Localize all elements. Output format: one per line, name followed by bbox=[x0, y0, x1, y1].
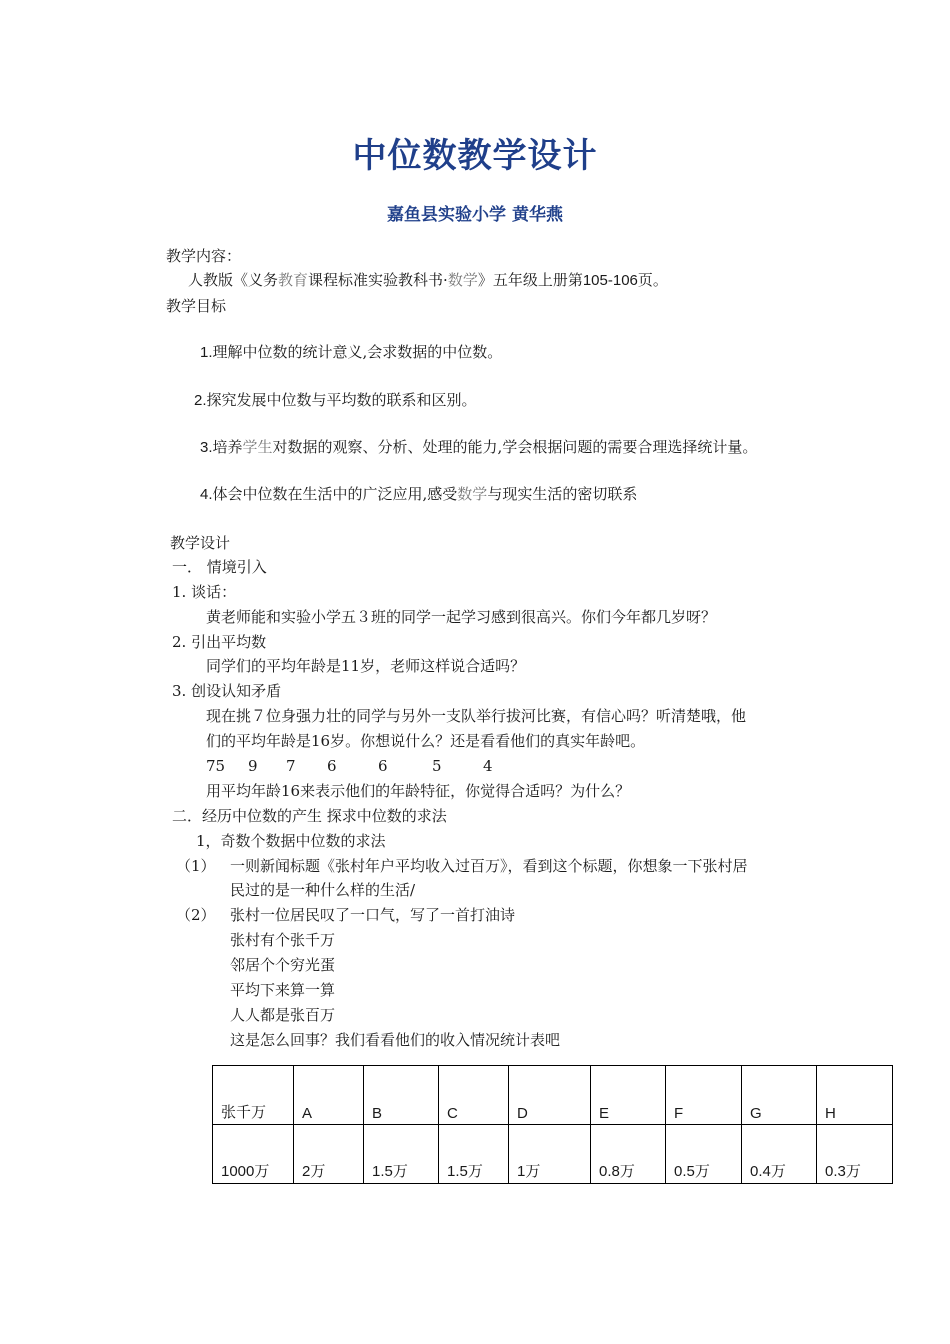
table-header-cell bbox=[742, 1066, 817, 1125]
income-value: 0.3 bbox=[825, 1163, 846, 1180]
table-cell bbox=[213, 1125, 294, 1184]
table-header-cell bbox=[213, 1066, 294, 1125]
item-3-text-line-3: 用平均年龄16来表示他们的年龄特征，你觉得合适吗？为什么？ bbox=[206, 782, 631, 800]
section-2-heading: 二．经历中位数的产生 探求中位数的求法 bbox=[172, 807, 447, 825]
goal-text: 对数据的观察、分析、处理的能力,学会根据问题的需要合理选择统计量。 bbox=[272, 438, 758, 456]
income-unit: 万 bbox=[619, 1162, 635, 1180]
goal-text: 培养 bbox=[212, 438, 243, 456]
point-1-text-line-2: 民过的是一种什么样的生活/ bbox=[230, 881, 416, 899]
header-label: H bbox=[825, 1105, 836, 1122]
table-cell bbox=[439, 1125, 509, 1184]
item-3-text-line-2: 们的平均年龄是16岁。你想说什么？还是看看他们的真实年龄吧。 bbox=[206, 732, 646, 750]
goals-heading: 教学目标 bbox=[166, 297, 227, 315]
header-label: C bbox=[447, 1105, 458, 1122]
table-header-cell bbox=[364, 1066, 439, 1125]
point-2-ending: 这是怎么回事？我们看看他们的收入情况统计表吧 bbox=[230, 1031, 561, 1049]
item-1-text: 黄老师能和实验小学五３班的同学一起学习感到很高兴。你们今年都几岁呀？ bbox=[206, 608, 717, 626]
table-header-row bbox=[213, 1066, 893, 1125]
table-cell bbox=[294, 1125, 364, 1184]
item-1-heading: 1. 谈话： bbox=[172, 583, 237, 601]
point-2-number: （2） bbox=[176, 906, 216, 924]
table-header-cell bbox=[666, 1066, 742, 1125]
income-unit: 万 bbox=[392, 1162, 408, 1180]
table-header-cell bbox=[294, 1066, 364, 1125]
content-heading: 教学内容： bbox=[166, 247, 242, 265]
goal-number: 2. bbox=[194, 392, 207, 409]
age-value: 4 bbox=[483, 757, 493, 775]
income-value: 0.8 bbox=[599, 1163, 620, 1180]
age-value: 9 bbox=[248, 757, 258, 775]
goal-item-1 bbox=[200, 342, 502, 363]
page-title: 中位数教学设计 bbox=[352, 136, 598, 176]
content-text-part: 课程标准实验教科书· bbox=[308, 271, 448, 289]
item-3-text-line-1: 现在挑７位身强力壮的同学与另外一支队举行拔河比赛，有信心吗？听清楚哦，他 bbox=[206, 707, 747, 725]
table-cell bbox=[364, 1125, 439, 1184]
table-row bbox=[213, 1125, 893, 1184]
header-label: 张千万 bbox=[221, 1103, 267, 1121]
item-2-text: 同学们的平均年龄是11岁，老师这样说合适吗？ bbox=[206, 657, 526, 675]
table-header-cell bbox=[439, 1066, 509, 1125]
header-label: F bbox=[674, 1105, 684, 1122]
goal-item-3 bbox=[200, 437, 757, 458]
goal-number: 4. bbox=[200, 486, 213, 503]
goal-item-4 bbox=[200, 484, 637, 505]
income-value: 2 bbox=[302, 1163, 311, 1180]
goal-number: 3. bbox=[200, 439, 213, 456]
content-text-part: 页。 bbox=[637, 271, 668, 289]
income-value: 1 bbox=[517, 1163, 526, 1180]
content-text-part: 》五年级上册第 bbox=[477, 271, 583, 289]
income-unit: 万 bbox=[254, 1162, 270, 1180]
income-unit: 万 bbox=[845, 1162, 861, 1180]
point-1-text-line-1: 一则新闻标题《张村年户平均收入过百万》，看到这个标题，你想象一下张村居 bbox=[230, 857, 748, 875]
goal-text: 探究发展中位数与平均数的联系和区别。 bbox=[206, 391, 477, 409]
table-header-cell bbox=[509, 1066, 591, 1125]
age-value: 7 bbox=[286, 757, 296, 775]
age-value: 6 bbox=[327, 757, 337, 775]
table-header-cell bbox=[591, 1066, 666, 1125]
goal-link-math: 数学 bbox=[457, 485, 488, 503]
income-unit: 万 bbox=[310, 1162, 326, 1180]
header-label: A bbox=[302, 1105, 313, 1122]
age-value: 6 bbox=[378, 757, 388, 775]
goal-item-2 bbox=[194, 390, 477, 411]
item-3-heading: 3. 创设认知矛盾 bbox=[172, 682, 282, 700]
section-1-heading: 一． 情境引入 bbox=[172, 558, 267, 576]
header-label: B bbox=[372, 1105, 383, 1122]
income-unit: 万 bbox=[770, 1162, 786, 1180]
content-link-math: 数学 bbox=[447, 271, 478, 289]
goal-number: 1. bbox=[200, 344, 213, 361]
table-cell bbox=[666, 1125, 742, 1184]
table-cell bbox=[817, 1125, 893, 1184]
table-cell bbox=[509, 1125, 591, 1184]
poem-line: 人人都是张百万 bbox=[230, 1006, 336, 1024]
author-line: 嘉鱼县实验小学 黄华燕 bbox=[387, 205, 563, 225]
point-1-number: （1） bbox=[176, 857, 216, 875]
age-value: 75 bbox=[206, 757, 226, 775]
poem-line: 平均下来算一算 bbox=[230, 981, 336, 999]
subsection-1-heading: 1，奇数个数据中位数的求法 bbox=[196, 832, 386, 850]
header-label: G bbox=[750, 1105, 762, 1122]
goal-text: 理解中位数的统计意义,会求数据的中位数。 bbox=[212, 343, 503, 361]
income-value: 0.5 bbox=[674, 1163, 695, 1180]
goal-text: 体会中位数在生活中的广泛应用,感受 bbox=[212, 485, 458, 503]
income-table bbox=[212, 1065, 893, 1184]
content-text bbox=[188, 270, 668, 291]
income-unit: 万 bbox=[467, 1162, 483, 1180]
income-value: 1.5 bbox=[372, 1163, 393, 1180]
header-label: D bbox=[517, 1105, 528, 1122]
income-value: 1000 bbox=[221, 1163, 255, 1180]
item-2-heading: 2. 引出平均数 bbox=[172, 633, 267, 651]
content-page-range: 105-106 bbox=[582, 272, 638, 289]
point-2-text: 张村一位居民叹了一口气，写了一首打油诗 bbox=[230, 906, 516, 924]
income-value: 1.5 bbox=[447, 1163, 468, 1180]
income-unit: 万 bbox=[694, 1162, 710, 1180]
header-label: E bbox=[599, 1105, 610, 1122]
income-unit: 万 bbox=[525, 1162, 541, 1180]
table-cell bbox=[742, 1125, 817, 1184]
content-link-education: 教育 bbox=[278, 271, 309, 289]
poem-line: 张村有个张千万 bbox=[230, 931, 336, 949]
income-value: 0.4 bbox=[750, 1163, 771, 1180]
design-heading: 教学设计 bbox=[170, 534, 231, 552]
goal-text: 与现实生活的密切联系 bbox=[487, 485, 638, 503]
table-cell bbox=[591, 1125, 666, 1184]
age-value: 5 bbox=[432, 757, 442, 775]
goal-link-students: 学生 bbox=[242, 438, 273, 456]
table-header-cell bbox=[817, 1066, 893, 1125]
content-text-part: 人教版《义务 bbox=[188, 271, 279, 289]
poem-line: 邻居个个穷光蛋 bbox=[230, 956, 336, 974]
